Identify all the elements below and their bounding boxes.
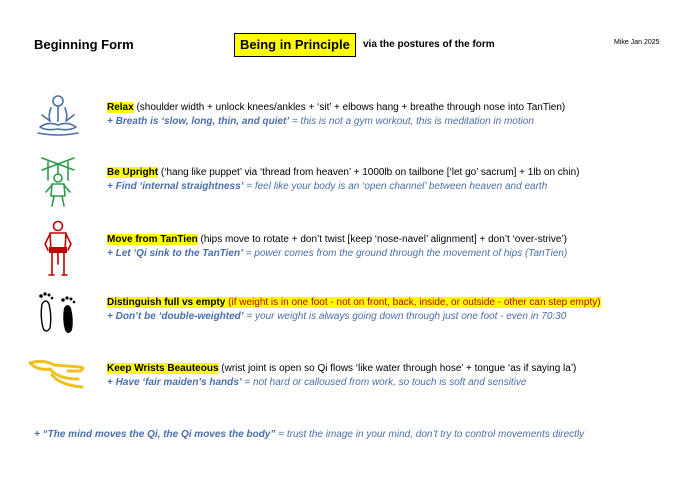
tip-bold: + Breath is ‘slow, long, thin, and quiet’	[107, 116, 290, 127]
page-title: Beginning Form	[34, 37, 134, 52]
tip-rest: = this is not a gym workout, this is meditation in motion	[289, 116, 534, 127]
principle-tip	[107, 180, 692, 194]
principle-heading: Distinguish full vs empty	[107, 297, 226, 308]
principle-line	[107, 296, 692, 310]
principle-detail: (shoulder width + unlock knees/ankles + ‘sit’ + elbows hang + breathe through nose into TanTien)	[133, 102, 566, 113]
tip-rest: = power comes from the ground through the movement of hips (TanTien)	[242, 248, 568, 259]
tip-rest: = feel like your body is an ‘open channel’ between heaven and earth	[243, 181, 548, 192]
principle-detail: (‘hang like puppet’ via ‘thread from heaven’ + 1000lb on tailbone [‘let go’ sacrum] + 1lb on chin)	[158, 167, 580, 178]
principle-be-upright	[107, 166, 692, 194]
principle-wrists-beauteous	[107, 362, 692, 390]
tip-bold: + Find ‘internal straightness’	[107, 181, 244, 192]
principle-tip	[107, 376, 692, 390]
principle-full-vs-empty	[107, 296, 692, 324]
principle-line	[107, 101, 692, 115]
principle-tip	[107, 310, 692, 324]
principle-detail: (if weight is in one foot - not on front, back, inside, or outside - other can step empty)	[225, 297, 601, 308]
principle-detail: (hips move to rotate + don’t twist [keep ‘nose-navel’ alignment] + don’t ‘over-strive’)	[197, 234, 568, 245]
principle-line	[107, 362, 692, 376]
principle-move-from-tantien	[107, 233, 692, 261]
tip-bold: + Don’t be ‘double-weighted’	[107, 311, 244, 322]
puppet-figure-icon	[38, 154, 78, 208]
principle-line	[107, 166, 692, 180]
principle-line	[107, 233, 692, 247]
principle-tip	[107, 247, 692, 261]
footprints-icon	[36, 290, 80, 336]
footer-quote	[34, 429, 584, 440]
tip-rest: = not hard or calloused from work, so touch is soft and sensitive	[241, 377, 527, 388]
meditation-figure-icon	[34, 93, 82, 139]
tip-bold: + Let ‘Qi sink to the TanTien’	[107, 248, 243, 259]
footer-rest: = trust the image in your mind, don’t try to control movements directly	[275, 429, 585, 440]
subtitle: via the postures of the form	[363, 39, 495, 50]
principle-heading: Move from TanTien	[107, 234, 198, 245]
principle-relax	[107, 101, 692, 129]
footer-bold: + “The mind moves the Qi, the Qi moves the body”	[34, 429, 276, 440]
principle-heading: Be Upright	[107, 167, 159, 178]
hand-icon	[28, 357, 90, 391]
tip-rest: = your weight is always going down through just one foot - even in 70:30	[243, 311, 567, 322]
principle-heading: Relax	[107, 102, 134, 113]
tip-bold: + Have ‘fair maiden’s hands’	[107, 377, 242, 388]
principle-detail: (wrist joint is open so Qi flows ‘like water through hose’ + tongue ‘as if saying la’)	[218, 363, 577, 374]
highlighted-title: Being in Principle	[234, 33, 356, 57]
standing-figure-icon	[42, 220, 74, 278]
principle-tip	[107, 115, 692, 129]
author-date: Mike Jan 2025	[614, 39, 660, 46]
principle-heading: Keep Wrists Beauteous	[107, 363, 219, 374]
